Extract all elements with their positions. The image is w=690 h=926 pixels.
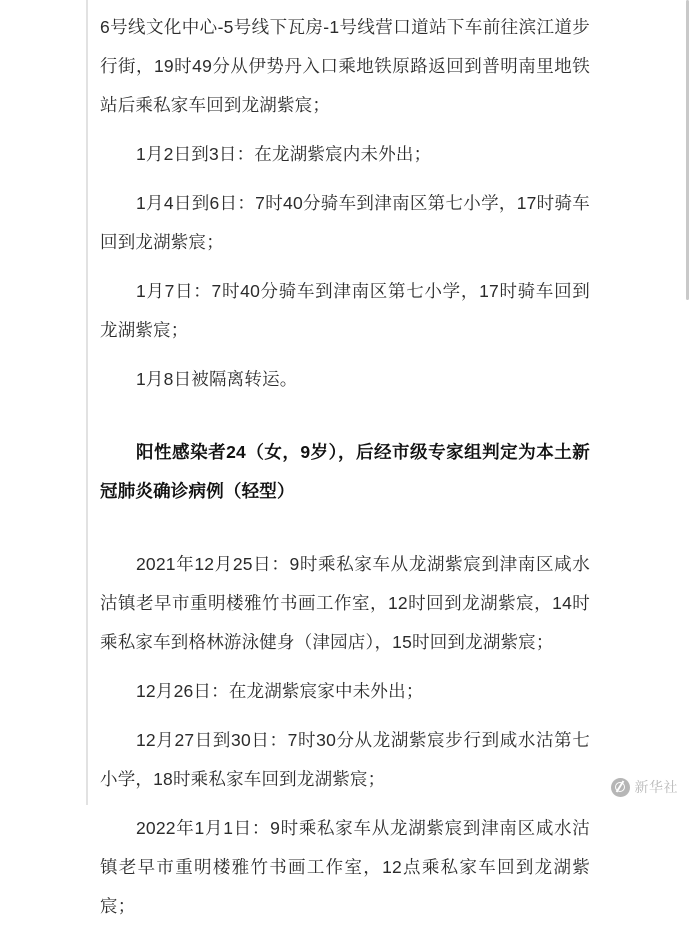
paragraph-spacer xyxy=(100,711,590,721)
watermark-label: 新华社 xyxy=(634,779,678,795)
paragraph-jan8: 1月8日被隔离转运。 xyxy=(136,369,298,389)
paragraph-jan1: 2022年1月1日：9时乘私家车从龙湖紫宸到津南区咸水沽镇老早市重明楼雅竹书画工作室，12点乘私家车回到龙湖紫宸； xyxy=(100,818,590,916)
paragraph-dec27-30: 12月27日到30日：7时30分从龙湖紫宸步行到咸水沽第七小学，18时乘私家车回到龙湖紫宸； xyxy=(100,730,590,789)
paragraph-spacer xyxy=(100,125,590,135)
paragraph-continued-route: 6号线文化中心-5号线下瓦房-1号线营口道站下车前往滨江道步行街，19时49分从伊势丹入口乘地铁原路返回到普明南里地铁站后乘私家车回到龙湖紫宸； xyxy=(100,17,590,115)
xinhua-logo-icon xyxy=(611,778,630,797)
section-spacer xyxy=(100,511,590,545)
paragraph-spacer xyxy=(100,350,590,360)
paragraph-spacer xyxy=(100,174,590,184)
left-margin-rule xyxy=(86,0,88,805)
case-24-heading: 阳性感染者24（女，9岁），后经市级专家组判定为本土新冠肺炎确诊病例（轻型） xyxy=(100,442,590,501)
section-spacer xyxy=(100,399,590,433)
paragraph-spacer xyxy=(100,662,590,672)
paragraph-jan4-6: 1月4日到6日：7时40分骑车到津南区第七小学，17时骑车回到龙湖紫宸； xyxy=(100,193,590,252)
paragraph-jan2-3: 1月2日到3日：在龙湖紫宸内未外出； xyxy=(136,144,432,164)
paragraph-jan7: 1月7日：7时40分骑车到津南区第七小学，17时骑车回到龙湖紫宸； xyxy=(100,281,590,340)
paragraph-spacer xyxy=(100,262,590,272)
paragraph-dec26: 12月26日：在龙湖紫宸家中未外出； xyxy=(136,681,424,701)
scrollbar[interactable] xyxy=(685,0,690,805)
paragraph-spacer xyxy=(100,799,590,809)
watermark xyxy=(611,777,679,797)
scrollbar-thumb[interactable] xyxy=(686,0,689,300)
article-body xyxy=(100,0,590,926)
paragraph-dec25: 2021年12月25日：9时乘私家车从龙湖紫宸到津南区咸水沽镇老早市重明楼雅竹书画工作室，12时回到龙湖紫宸，14时乘私家车到格林游泳健身（津园店），15时回到龙湖紫宸； xyxy=(100,554,590,652)
